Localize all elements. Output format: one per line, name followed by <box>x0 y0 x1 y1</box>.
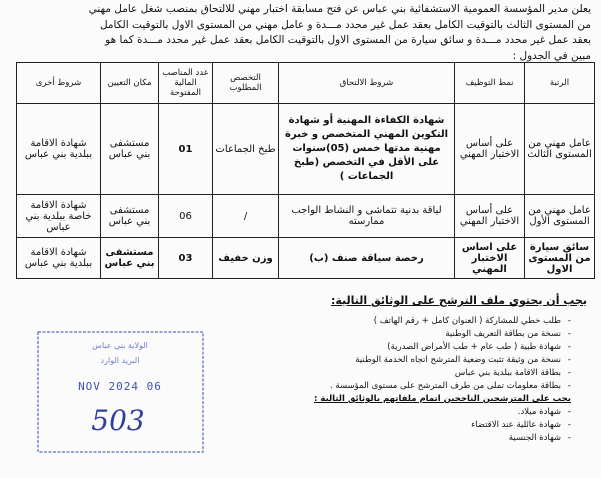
header-mode: نمط التوظيف <box>455 63 525 104</box>
cell-place: مستشفى بني عباس <box>101 195 159 238</box>
cell-other: شهادة الاقامة ببلدية بني عباس <box>17 104 101 195</box>
docs-title: يجب أن يحتوي ملف الترشح على الوثائق التالية: <box>330 294 587 307</box>
cell-posts: 06 <box>159 195 213 238</box>
jobs-table <box>16 62 595 279</box>
header-other: شروط أخرى <box>17 63 101 104</box>
intro-line-4: مبين في الجدول : <box>512 49 591 62</box>
cell-conditions: رخصة سياقة صنف (ب) <box>279 238 455 279</box>
doc-item-text: شهادة عائلية عند الاقتضاء <box>471 420 561 430</box>
doc-item-text: شهادة طبية ( طب عام + طب الأمراض الصدرية) <box>387 342 561 352</box>
cell-conditions: شهادة الكفاءة المهنية أو شهادة التكوين المهني المتخصص و خبرة مهنية مدتها خمس (05)سنوات على الأقل في التخصص (طبخ الجماعات ) <box>279 104 455 195</box>
cell-other: شهادة الاقامة ببلدية بني عباس <box>17 238 101 279</box>
doc-item-text: بطاقة الاقامة ببلدية بني عباس <box>454 368 561 378</box>
list-item: -بطاقة معلومات تملى من طرف المترشح على مستوى المؤسسة . <box>329 381 571 391</box>
stamp-text-mid: البريد الوارد <box>100 356 140 365</box>
list-item: -شهادة الجنسية <box>508 433 571 443</box>
intro-line-3: بعقد عمل غير محدد مـــدة و سائق سيارة من المستوى الاول بالتوقيت الكامل بعقد عمل غير محدد مـــدة كما هو <box>105 34 591 46</box>
list-item: -شهادة ميلاد. <box>517 407 571 417</box>
cell-mode: على اساس الاختبار المهني <box>455 238 525 279</box>
doc-item-text: شهادة الجنسية <box>508 433 561 443</box>
stamp-date: 06 NOV 2024 <box>78 380 162 393</box>
header-posts: عدد المناصب المالية المفتوحة <box>159 63 213 104</box>
cell-posts: 01 <box>159 104 213 195</box>
cell-other: شهادة الاقامة خاصة ببلدية بني عباس <box>17 195 101 238</box>
announcement-intro <box>6 2 591 64</box>
doc-item-text: طلب خطي للمشاركة ( العنوان كامل + رقم الهاتف ) <box>373 316 561 326</box>
cell-specialty: وزن خفيف <box>213 238 279 279</box>
cell-grade: سائق سيارة من المستوى الاول <box>525 238 595 279</box>
doc-item-text: نسخة من وثيقة تثبت وضعية المترشح اتجاه الخدمة الوطنية <box>355 355 561 365</box>
doc-item-text: بطاقة معلومات تملى من طرف المترشح على مستوى المؤسسة . <box>329 381 561 391</box>
list-item: -شهادة عائلية عند الاقتضاء <box>471 420 571 430</box>
cell-mode: على أساس الاختبار المهني <box>455 195 525 238</box>
header-place: مكان التعيين <box>101 63 159 104</box>
stamp-number: 503 <box>91 404 145 437</box>
cell-grade: عامل مهني من المستوى الأول <box>525 195 595 238</box>
table-header-row <box>17 63 595 104</box>
table-row <box>17 104 595 195</box>
header-specialty: التخصص المطلوب <box>213 63 279 104</box>
cell-place: مستشفى بني عباس <box>101 104 159 195</box>
list-item: -نسخة من وثيقة تثبت وضعية المترشح اتجاه الخدمة الوطنية <box>355 355 571 365</box>
cell-mode: على أساس الاختبار المهني <box>455 104 525 195</box>
header-grade: الرتبة <box>525 63 595 104</box>
table-row <box>17 195 595 238</box>
cell-specialty: طبخ الجماعات <box>213 104 279 195</box>
cell-posts: 03 <box>159 238 213 279</box>
intro-line-2: من المستوى الثالث بالتوقيت الكامل بعقد عمل غير محدد مـــدة و عامل مهني من المستوى الاول بالتوقيت الكامل <box>99 18 591 31</box>
docs-list <box>231 315 571 445</box>
cell-grade: عامل مهني من المستوى الثالث <box>525 104 595 195</box>
doc-item-text: نسخة من بطاقة التعريف الوطنية <box>445 329 561 339</box>
doc-item-text: شهادة ميلاد. <box>517 407 561 417</box>
list-item: -شهادة طبية ( طب عام + طب الأمراض الصدرية) <box>387 342 571 352</box>
cell-place: مستشفى بني عباس <box>101 238 159 279</box>
successful-title: يجب على المترشحين الناجحين اتمام ملفاتهم بالوثائق التالية : <box>313 394 571 404</box>
header-conditions: شروط الالتحاق <box>279 63 455 104</box>
table-row <box>17 238 595 279</box>
intro-line-1: يعلن مدير المؤسسة العمومية الاستشفائية بني عباس عن فتح مسابقة اختبار مهني للالتحاق بمنصب شغل عامل مهني <box>88 3 591 15</box>
cell-specialty: / <box>213 195 279 238</box>
cell-conditions: لياقة بدنية تتماشى و النشاط الواجب ممارسته <box>279 195 455 238</box>
stamp-text-top: الولاية بني عباس <box>92 341 148 350</box>
received-stamp <box>20 318 210 478</box>
list-item: -بطاقة الاقامة ببلدية بني عباس <box>454 368 571 378</box>
list-item: -نسخة من بطاقة التعريف الوطنية <box>445 329 571 339</box>
list-item: -طلب خطي للمشاركة ( العنوان كامل + رقم الهاتف ) <box>373 316 571 326</box>
